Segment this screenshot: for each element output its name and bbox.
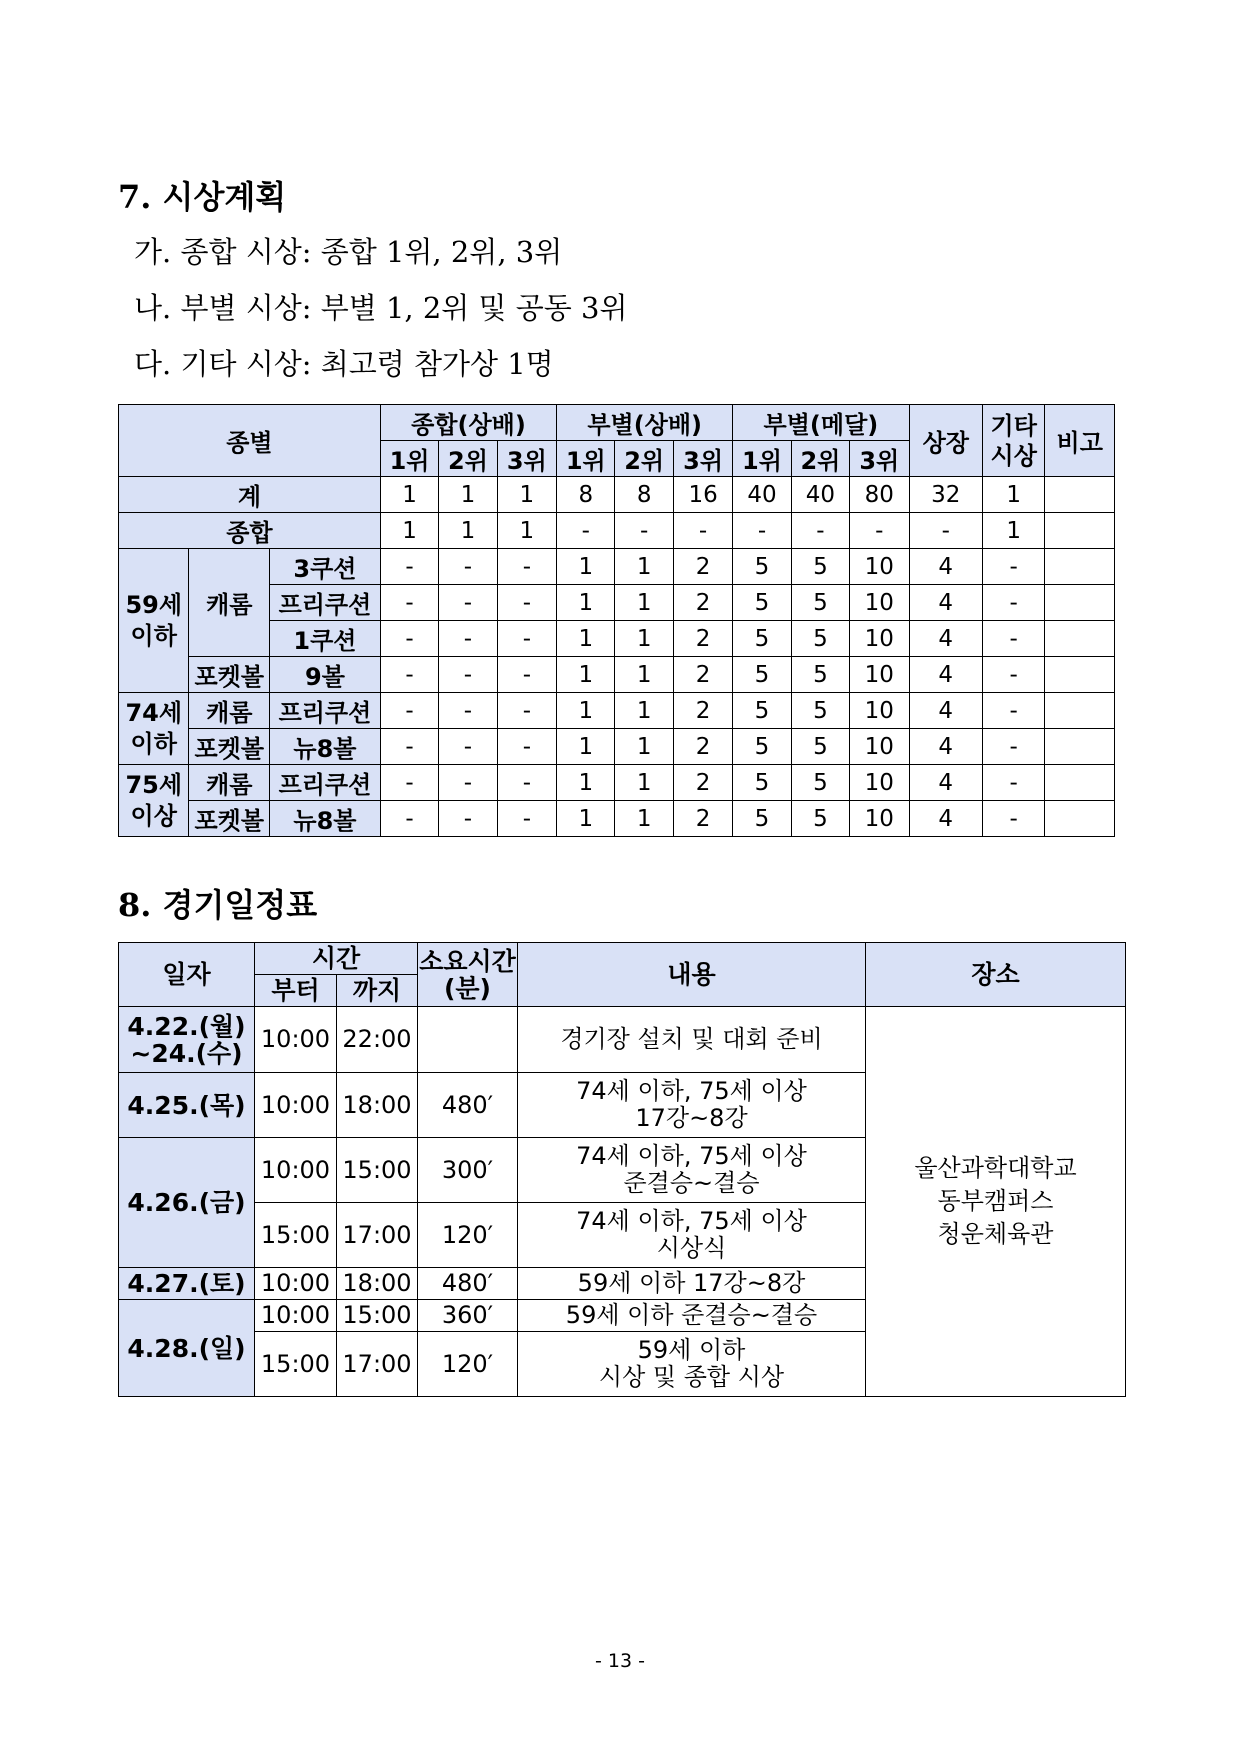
- cell: [1045, 693, 1115, 729]
- cell: 5: [791, 585, 849, 621]
- type-carom: 캐롬: [189, 549, 270, 657]
- cell: -: [497, 657, 556, 693]
- table-row: [119, 729, 1115, 765]
- cell: 2: [673, 549, 732, 585]
- type-pocket: 포켓볼: [189, 657, 270, 693]
- cell: 1: [615, 585, 673, 621]
- cell: 1: [615, 729, 673, 765]
- duration-cell: [418, 1007, 518, 1073]
- cell: 32: [909, 477, 983, 513]
- date-cell: 4.26.(금): [119, 1138, 255, 1268]
- cell: 16: [673, 477, 732, 513]
- header-remarks: 비고: [1045, 405, 1115, 477]
- cell: 40: [791, 477, 849, 513]
- cell: 8: [557, 477, 615, 513]
- cell: [1045, 765, 1115, 801]
- table-row: [119, 693, 1115, 729]
- cell: -: [380, 621, 438, 657]
- group-label-line2: 이하: [130, 621, 177, 650]
- cell: 10: [850, 729, 909, 765]
- type-pocket: 포켓볼: [189, 729, 270, 765]
- cell: 4: [909, 621, 983, 657]
- header-other-line2: 시상: [990, 441, 1037, 470]
- header-division-trophy: 부별(상배): [557, 405, 733, 441]
- cell: -: [983, 801, 1045, 837]
- section8-heading: 8. 경기일정표: [118, 886, 318, 924]
- cell: 5: [733, 765, 791, 801]
- cell: 1: [497, 477, 556, 513]
- cell: -: [983, 765, 1045, 801]
- cell: 1: [557, 693, 615, 729]
- duration-cell: 360′: [418, 1300, 518, 1332]
- cell: -: [909, 513, 983, 549]
- content-line2: 준결승~결승: [623, 1169, 760, 1197]
- header-duration-line2: (분): [443, 973, 491, 1003]
- content-line2: 시상식: [656, 1234, 727, 1262]
- cell: 10: [850, 549, 909, 585]
- header-division-medal: 부별(메달): [733, 405, 909, 441]
- event-free-cushion: 프리쿠션: [270, 693, 381, 729]
- type-carom: 캐롬: [189, 693, 270, 729]
- from-cell: 10:00: [255, 1300, 337, 1332]
- cell: 1: [615, 657, 673, 693]
- cell: [1045, 801, 1115, 837]
- cell: -: [733, 513, 791, 549]
- content-line1: 74세 이하, 75세 이상: [576, 1077, 807, 1105]
- cell: -: [380, 585, 438, 621]
- content-line1: 74세 이하, 75세 이상: [576, 1142, 807, 1170]
- group-label-line1: 75세: [125, 770, 183, 799]
- table-row: [119, 1007, 1126, 1073]
- header-rank2: 2위: [791, 441, 849, 477]
- cell: -: [791, 513, 849, 549]
- cell: 1: [497, 513, 556, 549]
- schedule-table: [118, 942, 1126, 1397]
- venue-line1: 울산과학대학교: [914, 1154, 1077, 1182]
- cell: 10: [850, 693, 909, 729]
- cell: 2: [673, 801, 732, 837]
- event-free-cushion: 프리쿠션: [270, 765, 381, 801]
- cell: 1: [983, 477, 1045, 513]
- header-rank3: 3위: [850, 441, 909, 477]
- venue-cell: [866, 1007, 1126, 1397]
- cell: 10: [850, 801, 909, 837]
- cell: 1: [557, 729, 615, 765]
- table-row-total: [119, 477, 1115, 513]
- cell: 1: [380, 477, 438, 513]
- cell: 80: [850, 477, 909, 513]
- venue-line2: 동부캠퍼스: [937, 1187, 1054, 1215]
- duration-cell: 480′: [418, 1268, 518, 1300]
- header-time: 시간: [255, 943, 418, 975]
- header-rank1: 1위: [557, 441, 615, 477]
- type-pocket: 포켓볼: [189, 801, 270, 837]
- cell: 5: [733, 801, 791, 837]
- from-cell: 10:00: [255, 1138, 337, 1203]
- to-cell: 17:00: [337, 1332, 418, 1397]
- event-9ball: 9볼: [270, 657, 381, 693]
- from-cell: 15:00: [255, 1332, 337, 1397]
- cell: 1: [615, 693, 673, 729]
- cell: 2: [673, 621, 732, 657]
- cell: -: [380, 729, 438, 765]
- cell: -: [380, 549, 438, 585]
- cell: 1: [557, 765, 615, 801]
- cell: 4: [909, 585, 983, 621]
- cell: -: [439, 801, 497, 837]
- overall-label: 종합: [119, 513, 381, 549]
- cell: -: [850, 513, 909, 549]
- cell: 10: [850, 585, 909, 621]
- header-from: 부터: [255, 975, 337, 1007]
- header-rank2: 2위: [439, 441, 497, 477]
- cell: -: [380, 765, 438, 801]
- from-cell: 10:00: [255, 1007, 337, 1073]
- header-overall: 종합(상배): [380, 405, 556, 441]
- event-new8ball: 뉴8볼: [270, 729, 381, 765]
- cell: [1045, 657, 1115, 693]
- header-rank3: 3위: [673, 441, 732, 477]
- cell: 1: [557, 585, 615, 621]
- header-duration: [418, 943, 518, 1007]
- group-label-line1: 74세: [125, 698, 183, 727]
- header-duration-line1: 소요시간: [419, 946, 516, 976]
- table-row: [119, 801, 1115, 837]
- header-other: [983, 405, 1045, 477]
- cell: -: [439, 585, 497, 621]
- venue-line3: 청운체육관: [937, 1220, 1054, 1248]
- group-label-line2: 이하: [130, 729, 177, 758]
- table-row: [119, 657, 1115, 693]
- to-cell: 17:00: [337, 1203, 418, 1268]
- content-cell: [518, 1007, 866, 1073]
- cell: 5: [791, 657, 849, 693]
- cell: 4: [909, 729, 983, 765]
- cell: [1045, 621, 1115, 657]
- header-to: 까지: [337, 975, 418, 1007]
- cell: 5: [791, 729, 849, 765]
- content-cell: [518, 1073, 866, 1138]
- cell: 1: [439, 477, 497, 513]
- type-carom: 캐롬: [189, 765, 270, 801]
- cell: -: [380, 693, 438, 729]
- cell: -: [983, 549, 1045, 585]
- cell: 5: [733, 549, 791, 585]
- group-74-label: [119, 693, 189, 765]
- cell: [1045, 729, 1115, 765]
- group-59-label: [119, 549, 189, 693]
- cell: 5: [733, 657, 791, 693]
- date-cell: 4.27.(토): [119, 1268, 255, 1300]
- cell: 5: [791, 549, 849, 585]
- header-rank1: 1위: [733, 441, 791, 477]
- header-category: 종별: [119, 405, 381, 477]
- content-cell: 59세 이하 준결승~결승: [518, 1300, 866, 1332]
- duration-cell: 120′: [418, 1203, 518, 1268]
- cell: 2: [673, 657, 732, 693]
- cell: 1: [380, 513, 438, 549]
- section7-item-a: 가. 종합 시상: 종합 1위, 2위, 3위: [134, 235, 563, 269]
- table-row-overall: [119, 513, 1115, 549]
- cell: 1: [615, 549, 673, 585]
- cell: 4: [909, 765, 983, 801]
- cell: 10: [850, 657, 909, 693]
- cell: 4: [909, 801, 983, 837]
- cell: 5: [791, 693, 849, 729]
- table-row: [119, 765, 1115, 801]
- cell: -: [497, 693, 556, 729]
- cell: [1045, 477, 1115, 513]
- cell: -: [439, 693, 497, 729]
- content-cell: [518, 1138, 866, 1203]
- cell: 4: [909, 657, 983, 693]
- cell: 5: [733, 729, 791, 765]
- event-new8ball: 뉴8볼: [270, 801, 381, 837]
- to-cell: 18:00: [337, 1073, 418, 1138]
- cell: 1: [615, 801, 673, 837]
- table-row: [119, 549, 1115, 585]
- cell: -: [497, 621, 556, 657]
- to-cell: 22:00: [337, 1007, 418, 1073]
- cell: 5: [733, 621, 791, 657]
- header-rank3: 3위: [497, 441, 556, 477]
- cell: -: [380, 657, 438, 693]
- from-cell: 10:00: [255, 1073, 337, 1138]
- cell: 1: [557, 801, 615, 837]
- cell: 5: [791, 621, 849, 657]
- from-cell: 15:00: [255, 1203, 337, 1268]
- cell: -: [497, 729, 556, 765]
- cell: -: [983, 585, 1045, 621]
- content-cell: [518, 1203, 866, 1268]
- cell: 8: [615, 477, 673, 513]
- to-cell: 15:00: [337, 1138, 418, 1203]
- cell: -: [497, 549, 556, 585]
- header-other-line1: 기타: [990, 411, 1037, 440]
- cell: 1: [557, 549, 615, 585]
- cell: 2: [673, 693, 732, 729]
- content-cell: 59세 이하 17강~8강: [518, 1268, 866, 1300]
- cell: -: [557, 513, 615, 549]
- event-1cushion: 1쿠션: [270, 621, 381, 657]
- header-venue: 장소: [866, 943, 1126, 1007]
- cell: 1: [439, 513, 497, 549]
- cell: [1045, 585, 1115, 621]
- date-cell: 4.25.(목): [119, 1073, 255, 1138]
- cell: 4: [909, 549, 983, 585]
- duration-cell: 120′: [418, 1332, 518, 1397]
- duration-cell: 300′: [418, 1138, 518, 1203]
- cell: -: [497, 801, 556, 837]
- header-date: 일자: [119, 943, 255, 1007]
- cell: -: [439, 657, 497, 693]
- content-line2: 시상 및 종합 시상: [598, 1363, 785, 1391]
- date-cell: [119, 1007, 255, 1073]
- content-line1: 74세 이하, 75세 이상: [576, 1207, 807, 1235]
- group-75-label: [119, 765, 189, 837]
- header-rank1: 1위: [380, 441, 438, 477]
- cell: 2: [673, 729, 732, 765]
- cell: -: [983, 729, 1045, 765]
- cell: 4: [909, 693, 983, 729]
- cell: 1: [557, 657, 615, 693]
- header-rank2: 2위: [615, 441, 673, 477]
- cell: 2: [673, 585, 732, 621]
- content-line1: 59세 이하: [637, 1336, 746, 1364]
- section7-item-b: 나. 부별 시상: 부별 1, 2위 및 공동 3위: [134, 291, 628, 325]
- event-free-cushion: 프리쿠션: [270, 585, 381, 621]
- content-line2: 17강~8강: [635, 1104, 748, 1132]
- cell: 10: [850, 621, 909, 657]
- cell: -: [983, 657, 1045, 693]
- cell: [1045, 513, 1115, 549]
- header-certificate: 상장: [909, 405, 983, 477]
- cell: -: [983, 693, 1045, 729]
- awards-table: [118, 404, 1115, 837]
- cell: -: [439, 729, 497, 765]
- cell: -: [380, 801, 438, 837]
- cell: 5: [791, 765, 849, 801]
- page-number: - 13 -: [595, 1650, 645, 1672]
- cell: 10: [850, 765, 909, 801]
- cell: 2: [673, 765, 732, 801]
- duration-cell: 480′: [418, 1073, 518, 1138]
- cell: 1: [615, 621, 673, 657]
- date-line1: 4.22.(월): [127, 1011, 246, 1041]
- cell: -: [439, 765, 497, 801]
- cell: 1: [983, 513, 1045, 549]
- content-cell: [518, 1332, 866, 1397]
- cell: -: [439, 621, 497, 657]
- cell: 40: [733, 477, 791, 513]
- cell: 5: [791, 801, 849, 837]
- to-cell: 15:00: [337, 1300, 418, 1332]
- date-line2: ~24.(수): [130, 1038, 243, 1068]
- cell: -: [497, 765, 556, 801]
- cell: 5: [733, 585, 791, 621]
- event-3cushion: 3쿠션: [270, 549, 381, 585]
- cell: -: [497, 585, 556, 621]
- date-cell: 4.28.(일): [119, 1300, 255, 1397]
- header-content: 내용: [518, 943, 866, 1007]
- cell: -: [615, 513, 673, 549]
- section7-heading: 7. 시상계획: [118, 178, 287, 216]
- group-label-line2: 이상: [130, 801, 177, 830]
- to-cell: 18:00: [337, 1268, 418, 1300]
- total-label: 계: [119, 477, 381, 513]
- cell: -: [983, 621, 1045, 657]
- section7-item-c: 다. 기타 시상: 최고령 참가상 1명: [134, 347, 554, 381]
- cell: 1: [615, 765, 673, 801]
- cell: 5: [733, 693, 791, 729]
- from-cell: 10:00: [255, 1268, 337, 1300]
- cell: -: [439, 549, 497, 585]
- cell: -: [673, 513, 732, 549]
- cell: [1045, 549, 1115, 585]
- content-line1: 경기장 설치 및 대회 준비: [560, 1025, 823, 1053]
- cell: 1: [557, 621, 615, 657]
- group-label-line1: 59세: [125, 590, 183, 619]
